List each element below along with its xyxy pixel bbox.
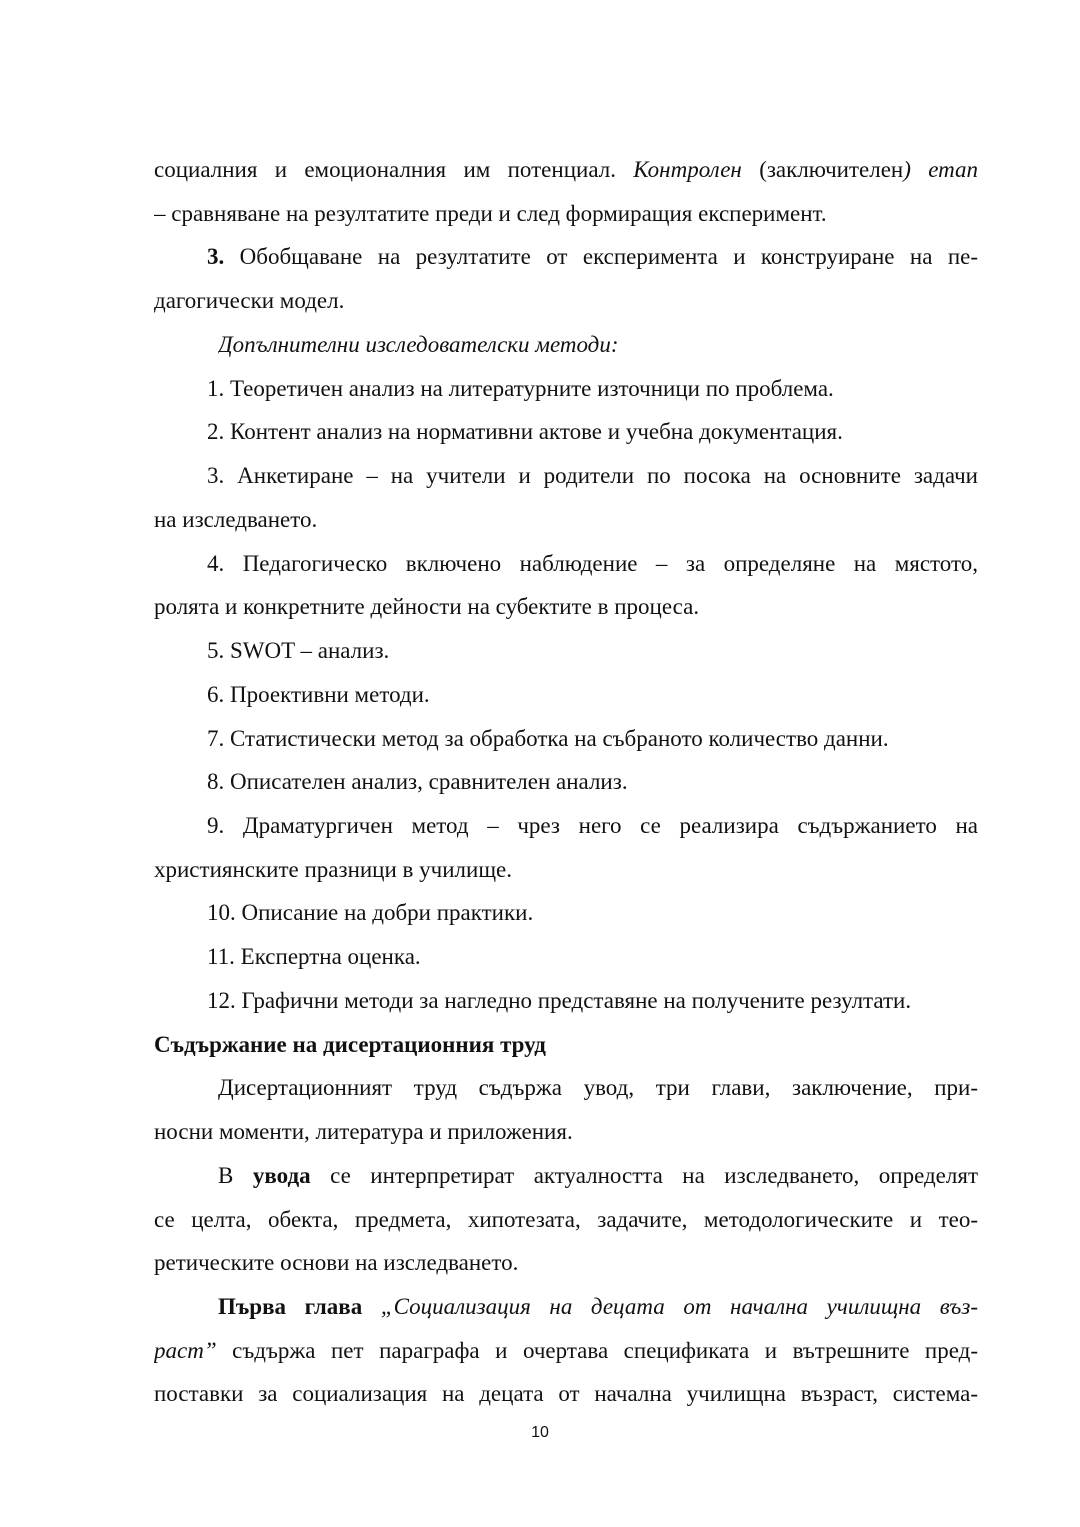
list-item-5: 5. SWOT – анализ. bbox=[207, 638, 390, 663]
list-item-9-cont: християнските празници в училище. bbox=[154, 857, 512, 882]
text-line-26: ретическите основи на изследването. bbox=[154, 1250, 519, 1275]
list-item-7: 7. Статистически метод за обработка на събраното количество данни. bbox=[207, 726, 889, 751]
text-line-22: Дисертационният труд съдържа увод, три глави, заключение, при- bbox=[218, 1075, 978, 1100]
list-item-2: 2. Контент анализ на нормативни актове и учебна документация. bbox=[207, 419, 843, 444]
text-line-2: – сравняване на резултатите преди и след формиращия експеримент. bbox=[154, 201, 827, 226]
text-line-1: социалния и емоционалния им потенциал. Контролен (заключителен) етап bbox=[154, 157, 978, 182]
list-item-11: 11. Експертна оценка. bbox=[207, 944, 421, 969]
list-item-3-cont: на изследването. bbox=[154, 507, 318, 532]
text-line-28: раст” съдържа пет параграфа и очертава спецификата и вътрешните пред- bbox=[154, 1338, 978, 1363]
text-line-3: 3. Обобщаване на резултатите от експеримента и конструиране на пе- bbox=[207, 244, 978, 269]
list-item-4-cont: ролята и конкретните дейности на субектите в процеса. bbox=[154, 594, 700, 619]
text-line-29: поставки за социализация на децата от начална училищна възраст, система- bbox=[154, 1381, 978, 1406]
list-item-3: 3. Анкетиране – на учители и родители по посока на основните задачи bbox=[207, 463, 978, 488]
page-number: 10 bbox=[531, 1424, 549, 1441]
list-item-8: 8. Описателен анализ, сравнителен анализ. bbox=[207, 769, 628, 794]
text-line-4: дагогически модел. bbox=[154, 288, 345, 313]
list-item-4: 4. Педагогическо включено наблюдение – за определяне на мястото, bbox=[207, 551, 978, 576]
section-heading: Съдържание на дисертационния труд bbox=[154, 1032, 546, 1057]
text-line-27: Първа глава „Социализация на децата от начална училищна въз- bbox=[218, 1294, 978, 1319]
text-line-23: носни моменти, литература и приложения. bbox=[154, 1119, 573, 1144]
list-item-6: 6. Проективни методи. bbox=[207, 682, 430, 707]
list-item-1: 1. Теоретичен анализ на литературните източници по проблема. bbox=[207, 376, 834, 401]
list-item-10: 10. Описание на добри практики. bbox=[207, 900, 534, 925]
list-item-9: 9. Драматургичен метод – чрез него се реализира съдържанието на bbox=[207, 813, 978, 838]
text-line-25: се целта, обекта, предмета, хипотезата, задачите, методологическите и тео- bbox=[154, 1207, 978, 1232]
text-line-24: В увода се интерпретират актуалността на изследването, определят bbox=[218, 1163, 978, 1188]
subheading-additional-methods: Допълнителни изследователски методи: bbox=[218, 332, 619, 357]
list-item-12: 12. Графични методи за нагледно представяне на получените резултати. bbox=[207, 988, 912, 1013]
